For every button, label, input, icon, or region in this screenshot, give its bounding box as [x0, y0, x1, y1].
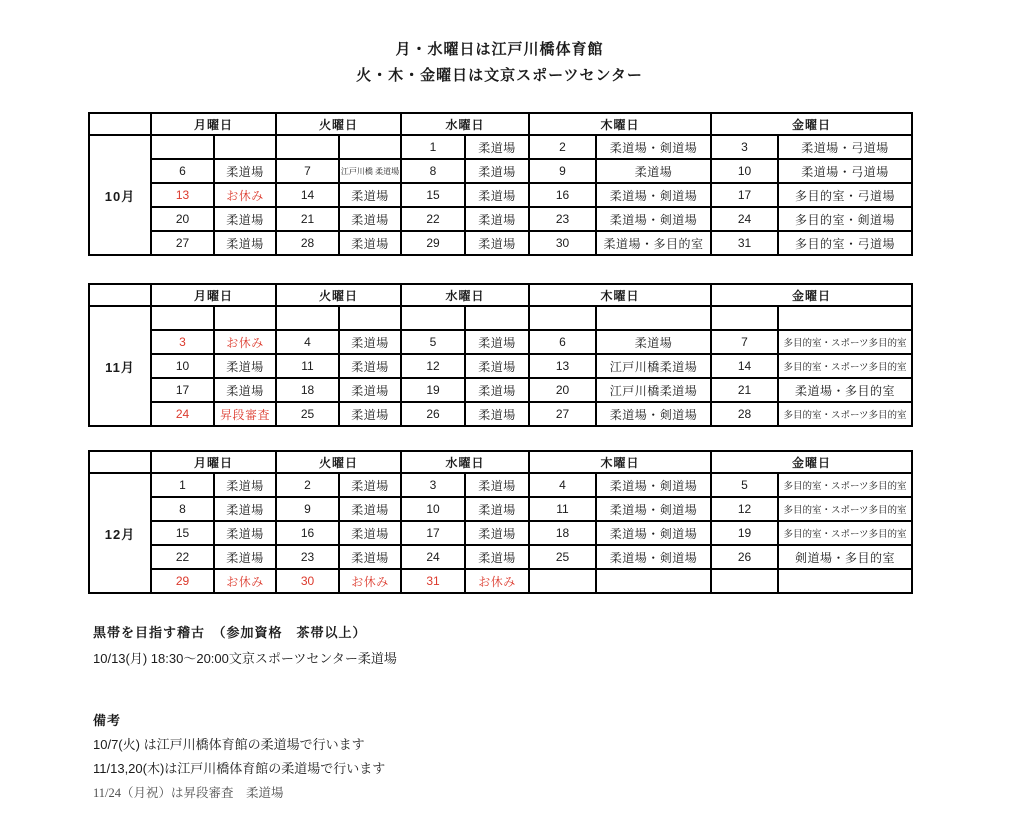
date-cell [529, 569, 596, 593]
date-cell: 2 [529, 135, 596, 159]
venue-cell: 柔道場 [339, 545, 401, 569]
date-cell: 12 [711, 497, 778, 521]
title-line2: 火・木・金曜日は文京スポーツセンター [356, 67, 643, 84]
venue-cell: 柔道場 [339, 330, 401, 354]
venue-cell: 柔道場 [214, 207, 276, 231]
date-cell: 30 [529, 231, 596, 255]
corner-cell [89, 113, 151, 135]
venue-cell: 柔道場 [465, 183, 529, 207]
month-label: 11月 [89, 306, 151, 426]
venue-cell: 多目的室・スポーツ多目的室 [778, 354, 912, 378]
date-cell: 15 [401, 183, 465, 207]
venue-cell: 柔道場 [339, 497, 401, 521]
venue-cell: 柔道場 [465, 473, 529, 497]
date-cell: 19 [711, 521, 778, 545]
date-cell: 16 [529, 183, 596, 207]
date-cell: 22 [401, 207, 465, 231]
date-cell: 11 [529, 497, 596, 521]
october-table-container [88, 112, 913, 256]
date-cell: 30 [276, 569, 339, 593]
date-cell: 31 [401, 569, 465, 593]
date-cell: 5 [401, 330, 465, 354]
schedule-table-october [88, 112, 913, 256]
date-cell: 27 [151, 231, 214, 255]
date-cell: 12 [401, 354, 465, 378]
date-cell: 7 [276, 159, 339, 183]
date-cell: 17 [401, 521, 465, 545]
venue-cell: 柔道場・多目的室 [596, 231, 711, 255]
date-cell: 4 [529, 473, 596, 497]
venue-cell: 柔道場・多目的室 [778, 378, 912, 402]
date-cell: 6 [151, 159, 214, 183]
venue-cell: お休み [214, 569, 276, 593]
venue-cell: 多目的室・剣道場 [778, 207, 912, 231]
date-cell: 11 [276, 354, 339, 378]
date-cell: 1 [151, 473, 214, 497]
venue-cell: お休み [339, 569, 401, 593]
date-cell [711, 569, 778, 593]
venue-cell [339, 306, 401, 330]
weekday-header-2: 水曜日 [401, 284, 529, 306]
weekday-header-4: 金曜日 [711, 113, 912, 135]
remarks-section [93, 709, 385, 805]
venue-cell: 柔道場 [465, 545, 529, 569]
weekday-header-1: 火曜日 [276, 284, 401, 306]
date-cell: 14 [711, 354, 778, 378]
weekday-header-4: 金曜日 [711, 451, 912, 473]
remarks-lines [93, 733, 385, 805]
venue-cell: お休み [214, 330, 276, 354]
venue-cell: 柔道場 [339, 521, 401, 545]
venue-cell: 柔道場・剣道場 [596, 183, 711, 207]
date-cell: 20 [151, 207, 214, 231]
date-cell: 7 [711, 330, 778, 354]
venue-cell [778, 569, 912, 593]
venue-cell [596, 569, 711, 593]
date-cell: 1 [401, 135, 465, 159]
date-cell: 23 [529, 207, 596, 231]
date-cell [401, 306, 465, 330]
venue-cell: 柔道場 [465, 402, 529, 426]
venue-cell: 柔道場 [465, 497, 529, 521]
date-cell: 28 [711, 402, 778, 426]
corner-cell [89, 451, 151, 473]
venue-cell: 昇段審査 [214, 402, 276, 426]
weekday-header-0: 月曜日 [151, 113, 276, 135]
venue-cell: 柔道場 [339, 473, 401, 497]
venue-cell: 柔道場・剣道場 [596, 545, 711, 569]
schedule-table-november [88, 283, 913, 427]
black-belt-practice-detail: 10/13(月) 18:30～20:00文京スポーツセンター柔道場 [93, 651, 397, 666]
venue-cell: 柔道場 [339, 354, 401, 378]
weekday-header-1: 火曜日 [276, 113, 401, 135]
date-cell: 10 [711, 159, 778, 183]
black-belt-practice-note [93, 620, 397, 672]
weekday-header-1: 火曜日 [276, 451, 401, 473]
venue-cell: 柔道場 [465, 354, 529, 378]
remarks-line: 10/7(火) は江戸川橋体育館の柔道場で行います [93, 737, 365, 752]
weekday-header-3: 木曜日 [529, 451, 711, 473]
date-cell: 3 [151, 330, 214, 354]
venue-cell [339, 135, 401, 159]
weekday-header-2: 水曜日 [401, 451, 529, 473]
date-cell: 20 [529, 378, 596, 402]
date-cell: 26 [711, 545, 778, 569]
date-cell: 2 [276, 473, 339, 497]
date-cell: 29 [401, 231, 465, 255]
date-cell: 21 [711, 378, 778, 402]
venue-cell: 柔道場・剣道場 [596, 497, 711, 521]
date-cell: 21 [276, 207, 339, 231]
venue-cell: お休み [465, 569, 529, 593]
venue-cell: 柔道場 [465, 378, 529, 402]
venue-cell: 柔道場 [465, 521, 529, 545]
date-cell: 23 [276, 545, 339, 569]
december-table-container [88, 450, 913, 594]
date-cell: 18 [529, 521, 596, 545]
venue-cell: 柔道場 [339, 402, 401, 426]
date-cell: 15 [151, 521, 214, 545]
date-cell: 9 [529, 159, 596, 183]
venue-cell: 多目的室・スポーツ多目的室 [778, 473, 912, 497]
venue-cell [778, 306, 912, 330]
venue-cell: 柔道場 [214, 354, 276, 378]
date-cell: 13 [529, 354, 596, 378]
remarks-line: 11/24（月祝）は昇段審査 柔道場 [93, 786, 284, 800]
venue-cell: 柔道場 [339, 183, 401, 207]
venue-cell: 柔道場 [339, 207, 401, 231]
venue-cell: 柔道場 [214, 473, 276, 497]
venue-cell: 多目的室・スポーツ多目的室 [778, 402, 912, 426]
date-cell: 10 [401, 497, 465, 521]
venue-cell: 柔道場 [465, 135, 529, 159]
venue-cell: 柔道場 [339, 378, 401, 402]
venue-cell: 柔道場 [214, 231, 276, 255]
venue-cell: 柔道場 [214, 545, 276, 569]
date-cell: 19 [401, 378, 465, 402]
venue-cell: 柔道場 [465, 159, 529, 183]
date-cell [276, 135, 339, 159]
venue-cell: 多目的室・スポーツ多目的室 [778, 330, 912, 354]
date-cell [711, 306, 778, 330]
date-cell: 16 [276, 521, 339, 545]
corner-cell [89, 284, 151, 306]
date-cell: 17 [151, 378, 214, 402]
venue-cell: 多目的室・スポーツ多目的室 [778, 521, 912, 545]
date-cell: 18 [276, 378, 339, 402]
weekday-header-3: 木曜日 [529, 113, 711, 135]
venue-cell: 剣道場・多目的室 [778, 545, 912, 569]
black-belt-practice-title: 黒帯を目指す稽古 （参加資格 茶帯以上） [93, 625, 367, 640]
weekday-header-2: 水曜日 [401, 113, 529, 135]
date-cell: 22 [151, 545, 214, 569]
weekday-header-0: 月曜日 [151, 451, 276, 473]
date-cell: 3 [401, 473, 465, 497]
venue-cell: 柔道場 [339, 231, 401, 255]
date-cell: 4 [276, 330, 339, 354]
venue-cell: 江戸川橋柔道場 [596, 378, 711, 402]
date-cell: 25 [276, 402, 339, 426]
title-line1: 月・水曜日は江戸川橋体育館 [395, 41, 604, 58]
page-title [88, 37, 911, 89]
venue-cell: 柔道場 [596, 159, 711, 183]
venue-cell: 柔道場・剣道場 [596, 473, 711, 497]
date-cell: 8 [401, 159, 465, 183]
remarks-line: 11/13,20(木)は江戸川橋体育館の柔道場で行います [93, 761, 386, 776]
venue-cell: 江戸川橋柔道場 [596, 354, 711, 378]
date-cell: 3 [711, 135, 778, 159]
venue-cell [214, 135, 276, 159]
date-cell: 13 [151, 183, 214, 207]
weekday-header-4: 金曜日 [711, 284, 912, 306]
venue-cell: 柔道場 [465, 231, 529, 255]
date-cell [151, 135, 214, 159]
venue-cell: 柔道場 [465, 330, 529, 354]
date-cell: 17 [711, 183, 778, 207]
date-cell: 6 [529, 330, 596, 354]
date-cell: 24 [401, 545, 465, 569]
venue-cell: 柔道場・弓道場 [778, 135, 912, 159]
date-cell: 25 [529, 545, 596, 569]
venue-cell: 柔道場 [214, 159, 276, 183]
venue-cell: 柔道場 [214, 521, 276, 545]
remarks-title: 備考 [93, 713, 122, 728]
venue-cell: 多目的室・弓道場 [778, 183, 912, 207]
venue-cell: 江戸川橋 柔道場 [339, 159, 401, 183]
venue-cell: 柔道場・剣道場 [596, 207, 711, 231]
venue-cell: 柔道場 [465, 207, 529, 231]
date-cell: 27 [529, 402, 596, 426]
venue-cell: 柔道場 [214, 378, 276, 402]
venue-cell: 多目的室・スポーツ多目的室 [778, 497, 912, 521]
date-cell [151, 306, 214, 330]
month-label: 10月 [89, 135, 151, 255]
date-cell: 24 [711, 207, 778, 231]
venue-cell: 柔道場・弓道場 [778, 159, 912, 183]
date-cell: 26 [401, 402, 465, 426]
date-cell: 5 [711, 473, 778, 497]
venue-cell: 多目的室・弓道場 [778, 231, 912, 255]
venue-cell: お休み [214, 183, 276, 207]
date-cell: 29 [151, 569, 214, 593]
date-cell: 24 [151, 402, 214, 426]
venue-cell: 柔道場 [596, 330, 711, 354]
venue-cell: 柔道場 [214, 497, 276, 521]
date-cell: 14 [276, 183, 339, 207]
weekday-header-3: 木曜日 [529, 284, 711, 306]
venue-cell [465, 306, 529, 330]
date-cell: 8 [151, 497, 214, 521]
venue-cell: 柔道場・剣道場 [596, 135, 711, 159]
schedule-table-december [88, 450, 913, 594]
date-cell: 10 [151, 354, 214, 378]
venue-cell: 柔道場・剣道場 [596, 521, 711, 545]
date-cell [529, 306, 596, 330]
date-cell: 28 [276, 231, 339, 255]
date-cell [276, 306, 339, 330]
november-table-container [88, 283, 913, 427]
venue-cell: 柔道場・剣道場 [596, 402, 711, 426]
date-cell: 9 [276, 497, 339, 521]
date-cell: 31 [711, 231, 778, 255]
month-label: 12月 [89, 473, 151, 593]
venue-cell [214, 306, 276, 330]
venue-cell [596, 306, 711, 330]
weekday-header-0: 月曜日 [151, 284, 276, 306]
